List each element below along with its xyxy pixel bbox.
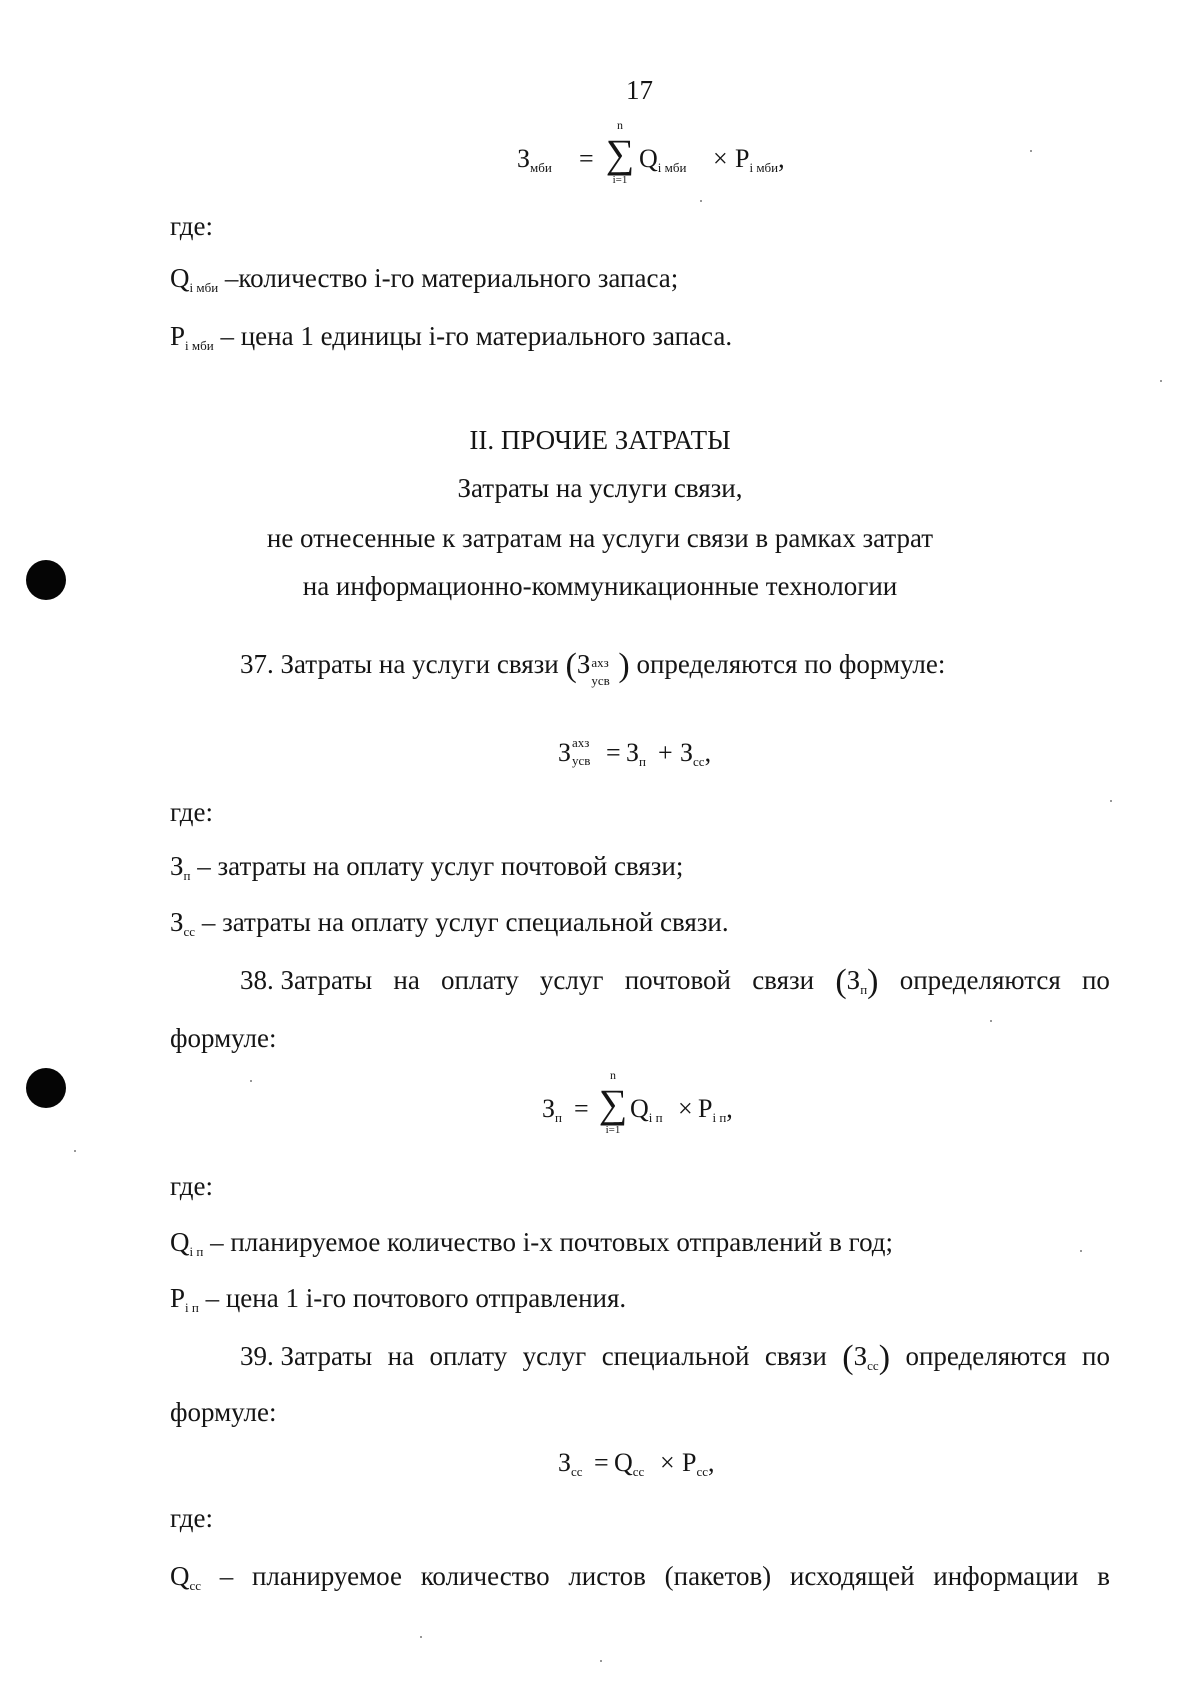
paragraph-38: 38. Затраты на оплату услуг почтовой связи $(З_п)$ определяются по bbox=[240, 963, 1110, 1000]
scan-speck bbox=[250, 1080, 252, 1082]
definition-q-mbi: $Q_{i мби}$ –количество i-го материального запаса; bbox=[170, 263, 679, 295]
sum-operator: n ∑ i=1 bbox=[605, 118, 635, 186]
definition-p-ip: $P_{i п}$ – цена 1 i-го почтового отправления. bbox=[170, 1283, 627, 1315]
scan-speck bbox=[1160, 380, 1162, 382]
definition-q-ip: $Q_{i п}$ – планируемое количество i-х почтовых отправлений в год; bbox=[170, 1227, 894, 1259]
definition-z-ss: $З_{сс}$ – затраты на оплату услуг специальной связи. bbox=[170, 907, 729, 939]
paragraph-37: 37. Затраты на услуги связи (З axз усв ) определяются по формуле: bbox=[240, 647, 946, 688]
scan-speck bbox=[1030, 150, 1032, 152]
scan-speck bbox=[1110, 800, 1112, 802]
paragraph-39-line-2: формуле: bbox=[170, 1397, 277, 1427]
page-number: 17 bbox=[626, 75, 653, 105]
paragraph-39: 39. Затраты на оплату услуг специальной связи $(З_{сс})$ определяются по bbox=[240, 1339, 1110, 1376]
definition-z-p: $З_п$ – затраты на оплату услуг почтовой связи; bbox=[170, 851, 684, 883]
where-label: где: bbox=[170, 211, 213, 241]
section-subtitle-line-1: Затраты на услуги связи, bbox=[457, 473, 743, 503]
binder-hole-bottom bbox=[26, 1068, 66, 1108]
definition-q-ss: $Q_{сс}$ – планируемое количество листов (пакетов) исходящей информации в bbox=[170, 1561, 1110, 1593]
formula-mbi: $З_{мби}$ = n ∑ i=1 $Q_{i мби}$ × $P_{i мби}$, bbox=[517, 118, 785, 186]
paragraph-38-line-2: формуле: bbox=[170, 1023, 277, 1053]
where-label: где: bbox=[170, 797, 213, 827]
formula-usv: З axз усв = $З_п$ + $З_{сс}$, bbox=[558, 735, 712, 769]
where-label: где: bbox=[170, 1171, 213, 1201]
section-subtitle-line-3: на информационно-коммуникационные технологии bbox=[302, 571, 898, 601]
scan-speck bbox=[600, 1660, 602, 1662]
section-subtitle-line-2: не отнесенные к затратам на услуги связи в рамках затрат bbox=[266, 523, 934, 553]
scan-speck bbox=[990, 1020, 992, 1022]
scan-speck bbox=[1080, 1250, 1082, 1252]
formula-p: $З_п$ = n ∑ i=1 $Q_{i п}$ × $P_{i п}$, bbox=[542, 1068, 733, 1136]
sum-operator: n ∑ i=1 bbox=[598, 1068, 628, 1136]
formula-ss: $З_{сс}$ = $Q_{сс}$ × $P_{сс}$, bbox=[558, 1448, 715, 1479]
where-label: где: bbox=[170, 1503, 213, 1533]
scan-speck bbox=[74, 1150, 76, 1152]
definition-p-mbi: $P_{i мби}$ – цена 1 единицы i-го материального запаса. bbox=[170, 321, 733, 353]
scan-speck bbox=[420, 1636, 422, 1638]
scan-speck bbox=[700, 200, 702, 202]
section-title: II. ПРОЧИЕ ЗАТРАТЫ bbox=[469, 425, 731, 455]
